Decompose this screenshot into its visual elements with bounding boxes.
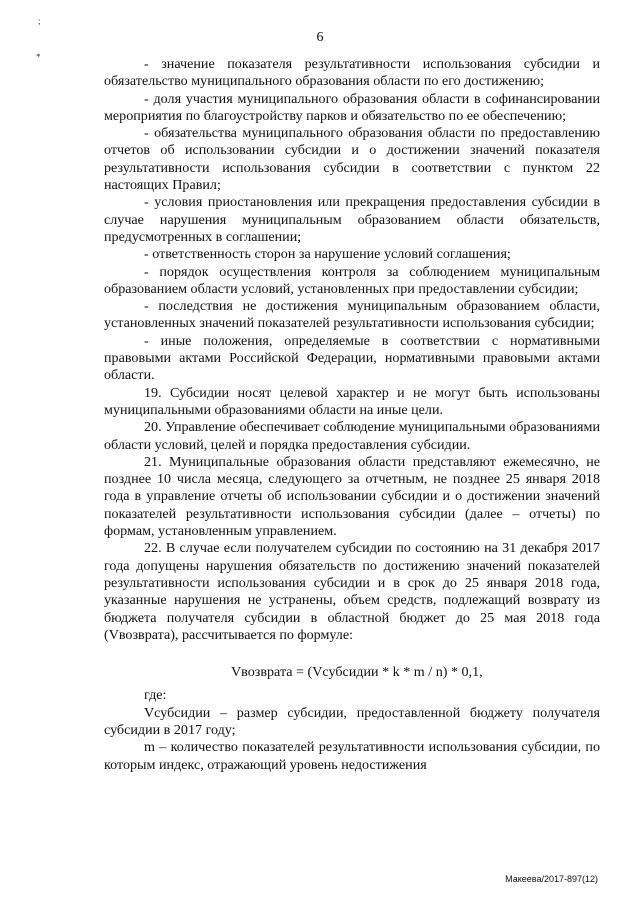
clause-20: 20. Управление обеспечивает соблюдение муниципальными образованиями области условий, целей и порядка предоставления субсидии. <box>104 419 600 453</box>
formula-where: где: <box>144 687 167 704</box>
margin-mark: ; <box>38 16 41 26</box>
page-number: 6 <box>316 30 324 45</box>
list-item: - порядок осуществления контроля за соблюдением муниципальным образованием области условий, установленных при предоставлении субсидии; <box>104 263 600 297</box>
list-item: - обязательства муниципального образования области по предоставлению отчетов об использовании субсидии и о достижении значений показателя результативности использования субсидии в соответствии с пунктом 22 настоящих Правил; <box>104 125 600 194</box>
list-item: - доля участия муниципального образования области в софинансировании мероприятия по благоустройству парков и обязательство по ее обеспечению; <box>104 90 600 124</box>
formula-definition: Vсубсидии – размер субсидии, предоставленной бюджету получателя субсидии в 2017 году; <box>104 704 600 738</box>
list-item: - иные положения, определяемые в соответствии с нормативными правовыми актами Российской Федерации, нормативными правовыми актами области. <box>104 332 600 384</box>
list-item: - ответственность сторон за нарушение условий соглашения; <box>144 246 511 263</box>
document-code: Макеева/2017-897(12) <box>505 874 598 884</box>
clause-22: 22. В случае если получателем субсидии по состоянию на 31 декабря 2017 года допущены нарушения обязательств по достижению значений показателей результативности использования субсидии и в срок до 25 января 2018 года, указанные нарушения не устранены, объем средств, подлежащий возврату из бюджета получателя субсидии в областной бюджет до 25 мая 2018 года (Vвозврата), рассчитывается по формуле: <box>104 540 600 643</box>
list-item: - условия приостановления или прекращения предоставления субсидии в случае нарушения муниципальным образованием области обязательств, предусмотренных в соглашении; <box>104 194 600 245</box>
clause-19: 19. Субсидии носят целевой характер и не могут быть использованы муниципальными образованиями области на иные цели. <box>104 384 600 418</box>
margin-mark: * <box>36 52 41 62</box>
body-text <box>104 56 600 774</box>
clause-21: 21. Муниципальные образования области представляют ежемесячно, не позднее 10 числа месяца, следующего за отчетным, не позднее 25 января 2018 года в управление отчеты об использовании субсидии и о достижении значений показателей результативности использования субсидии (далее – отчеты) по формам, установленным управлением. <box>104 453 600 540</box>
formula-definition: m – количество показателей результативности использования субсидии, по которым индекс, отражающий уровень недостижения <box>104 739 600 773</box>
list-item: - значение показателя результативности использования субсидии и обязательство муниципального образования области по его достижению; <box>104 56 600 90</box>
list-item: - последствия не достижения муниципальным образованием области, установленных значений показателей результативности использования субсидии; <box>104 298 600 332</box>
formula: Vвозврата = (Vсубсидии * k * m / n) * 0,1, <box>231 664 483 681</box>
